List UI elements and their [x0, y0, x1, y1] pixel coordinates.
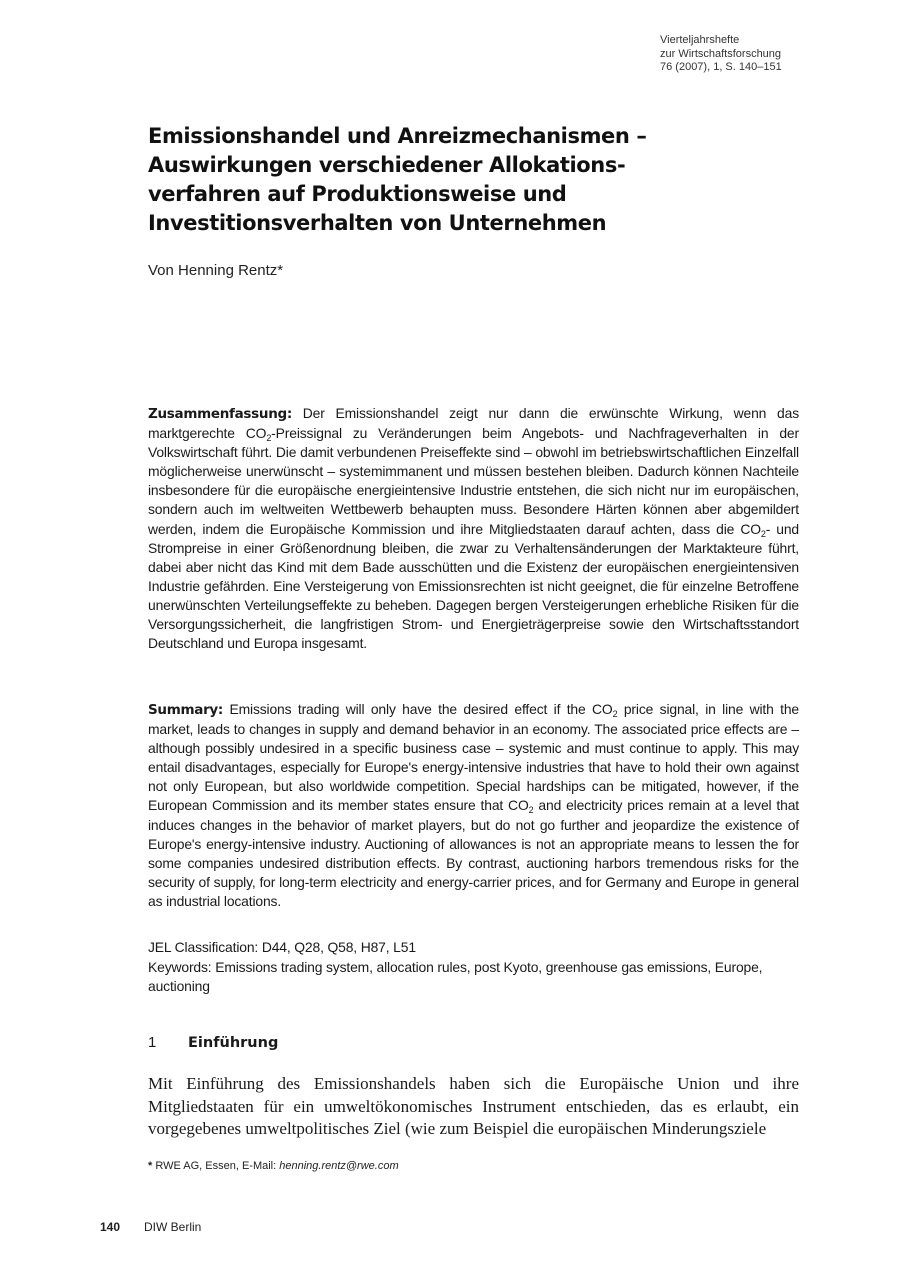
page-footer	[100, 1220, 201, 1234]
section-number: 1	[148, 1034, 157, 1051]
subscript: 2	[528, 805, 534, 816]
footnote	[148, 1160, 399, 1172]
subscript: 2	[612, 709, 618, 719]
zusammenfassung-text: Der Emissionshandel zeigt nur dann die erwünschte Wirkung, wenn das marktgerechte CO	[148, 405, 799, 442]
jel-classification: JEL Classification: D44, Q28, Q58, H87, L51	[148, 939, 416, 955]
classification-block	[148, 938, 808, 997]
title-line: Auswirkungen verschiedener Allokations-	[148, 153, 626, 177]
body-paragraph: Mit Einführung des Emissionshandels haben sich die Europäische Union und ihre Mitgliedstaaten für ein umweltökonomisches Instrument entschieden, das es erlaubt, ein vorgegebenes umweltpolitisches Ziel (wie zum Beispiel die europäischen Minderungsziele	[148, 1074, 799, 1138]
summary-paragraph	[148, 700, 799, 911]
journal-info	[660, 34, 782, 75]
zusammenfassung-paragraph	[148, 404, 799, 653]
keywords: Keywords: Emissions trading system, allocation rules, post Kyoto, greenhouse gas emissions, Europe, auctioning	[148, 958, 763, 994]
footnote-text: RWE AG, Essen, E-Mail:	[152, 1160, 280, 1172]
journal-subtitle: zur Wirtschaftsforschung	[660, 47, 782, 60]
page-number: 140	[100, 1220, 121, 1234]
summary-text: Emissions trading will only have the desired effect if the CO	[223, 701, 613, 717]
section-heading	[148, 1034, 278, 1051]
subscript: 2	[266, 433, 272, 444]
title-line: Emissionshandel und Anreizmechanismen –	[148, 124, 647, 148]
article-title	[148, 122, 708, 238]
zusammenfassung-label: Zusammenfassung:	[148, 406, 292, 422]
author-line: Von Henning Rentz*	[148, 262, 284, 279]
title-line: Investitionsverhalten von Unternehmen	[148, 211, 607, 235]
journal-volume: 76 (2007), 1, S. 140–151	[660, 61, 782, 73]
zusammenfassung-text: -Preissignal zu Veränderungen beim Angebots- und Nachfrageverhalten in der Volkswirtschaft führt. Die damit verbundenen Preiseffekte sind – obwohl im betriebswirtschaftlichen Einzelfall möglicherweise unerwünscht – systemimmanent und müssen bestehen bleiben. Dadurch können Nachteile insbesondere für die europäische energieintensive Industrie entstehen, die sich nicht nur im europäischen, sondern auch im weltweiten Wettbewerb behaupten muss. Besondere Härten können aber abgemildert werden, indem die Europäische Kommission und ihre Mitgliedstaaten darauf achten, dass die CO	[148, 425, 799, 537]
footnote-mark: *	[148, 1160, 153, 1172]
journal-name: Vierteljahrshefte	[660, 34, 740, 46]
subscript: 2	[760, 528, 766, 539]
summary-text: and electricity prices remain at a level that induces changes in the behavior of market players, but do not go further and jeopardize the existence of Europe's energy-intensive industry. Auctioning of allowances is not an appropriate means to lessen the for some companies undesired distribution effects. By contrast, auctioning harbors tremendous risks for the security of supply, for long-term electricity and energy-carrier prices, and for Germany and Europe in general as industrial locations.	[148, 797, 799, 909]
footnote-email: henning.rentz@rwe.com	[279, 1160, 399, 1172]
summary-label: Summary:	[148, 702, 224, 718]
title-line: verfahren auf Produktionsweise und	[148, 182, 567, 206]
summary-text: price signal, in line with the market, leads to changes in supply and demand behavior in an economy. The associated price effects are – although possibly undesired in a specific business case – systemic and must continue to apply. This may entail disadvantages, especially for Europe's energy-intensive industries that have to hold their own against not only European, but also worldwide competition. Special hardships can be mitigated, however, if the European Commission and its member states ensure that CO	[148, 701, 800, 814]
zusammenfassung-text: - und Strompreise in einer Größenordnung bleiben, die zwar zu Verhaltensänderungen der Marktakteure führt, dabei aber nicht das Kind mit dem Bade ausschütten und die Existenz der europäischen energieintensiven Industrie gefährden. Eine Versteigerung von Emissionsrechten ist nicht geeignet, die für einzelne Betroffene unerwünschten Verteilungseffekte zu beheben. Dagegen bergen Versteigerungen erhebliche Risiken für die Versorgungssicherheit, die langfristigen Strom- und Energieträgerpreise sowie den Wirtschaftsstandort Deutschland und Europa insgesamt.	[148, 520, 799, 652]
publisher-name: DIW Berlin	[144, 1220, 202, 1234]
section-title: Einführung	[188, 1035, 279, 1051]
